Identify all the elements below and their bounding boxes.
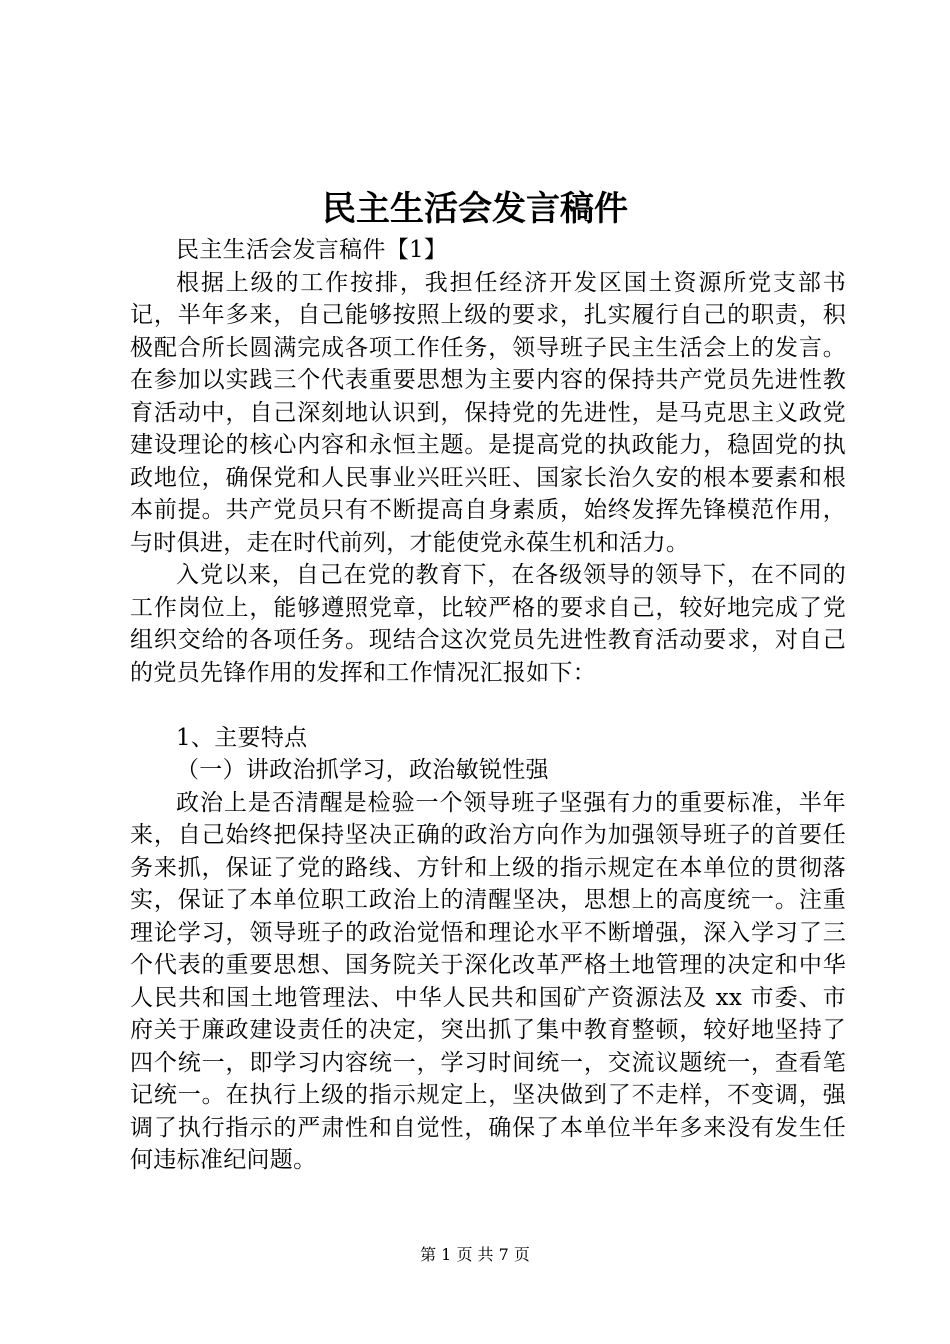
body-paragraph: 入党以来，自己在党的教育下，在各级领导的领导下，在不同的工作岗位上，能够遵照党章，比较严格的要求自己，较好地完成了党组织交给的各项任务。现结合这次党员先进性教育活动要求，对自己的党员先锋作用的发挥和工作情况汇报如下： — [130, 562, 846, 686]
section-heading: 1、主要特点 — [176, 724, 308, 751]
document-body — [130, 234, 846, 1177]
body-paragraph: 政治上是否清醒是检验一个领导班子坚强有力的重要标准，半年来，自己始终把保持坚决正确的政治方向作为加强领导班子的首要任务来抓，保证了党的路线、方针和上级的指示规定在本单位的贯彻落实，保证了本单位职工政治上的清醒坚决，思想上的高度统一。注重理论学习，领导班子的政治觉悟和理论水平不断增强，深入学习了三个代表的重要思想、国务院关于深化改革严格土地管理的决定和中华人民共和国土地管理法、中华人民共和国矿产资源法及 xx 市委、市府关于廉政建设责任的决定，突出抓了集中教育整顿，较好地坚持了四个统一，即学习内容统一，学习时间统一，交流议题统一，查看笔记统一。在执行上级的指示规定上，坚决做到了不走样，不变调，强调了执行指示的严肃性和自觉性，确保了本单位半年多来没有发生任何违标准纪问题。 — [130, 789, 846, 1173]
subsection-heading: （一）讲政治抓学习，政治敏锐性强 — [176, 757, 549, 783]
body-paragraph: 根据上级的工作按排，我担任经济开发区国土资源所党支部书记，半年多来，自己能够按照上级的要求，扎实履行自己的职责，积极配合所长圆满完成各项工作任务，领导班子民主生活会上的发言。在参加以实践三个代表重要思想为主要内容的保持共产党员先进性教育活动中，自己深刻地认识到，保持党的先进性，是马克思主义政党建设理论的核心内容和永恒主题。是提高党的执政能力，稳固党的执政地位，确保党和人民事业兴旺兴旺、国家长治久安的根本要素和根本前提。共产党员只有不断提高自身素质，始终发挥先锋模范作用，与时俱进，走在时代前列，才能使党永葆生机和活力。 — [130, 269, 846, 556]
section-heading: 民主生活会发言稿件【1】 — [176, 237, 448, 263]
page-number: 第 1 页 共 7 页 — [420, 1245, 530, 1264]
document-title: 民主生活会发言稿件 — [322, 189, 628, 229]
